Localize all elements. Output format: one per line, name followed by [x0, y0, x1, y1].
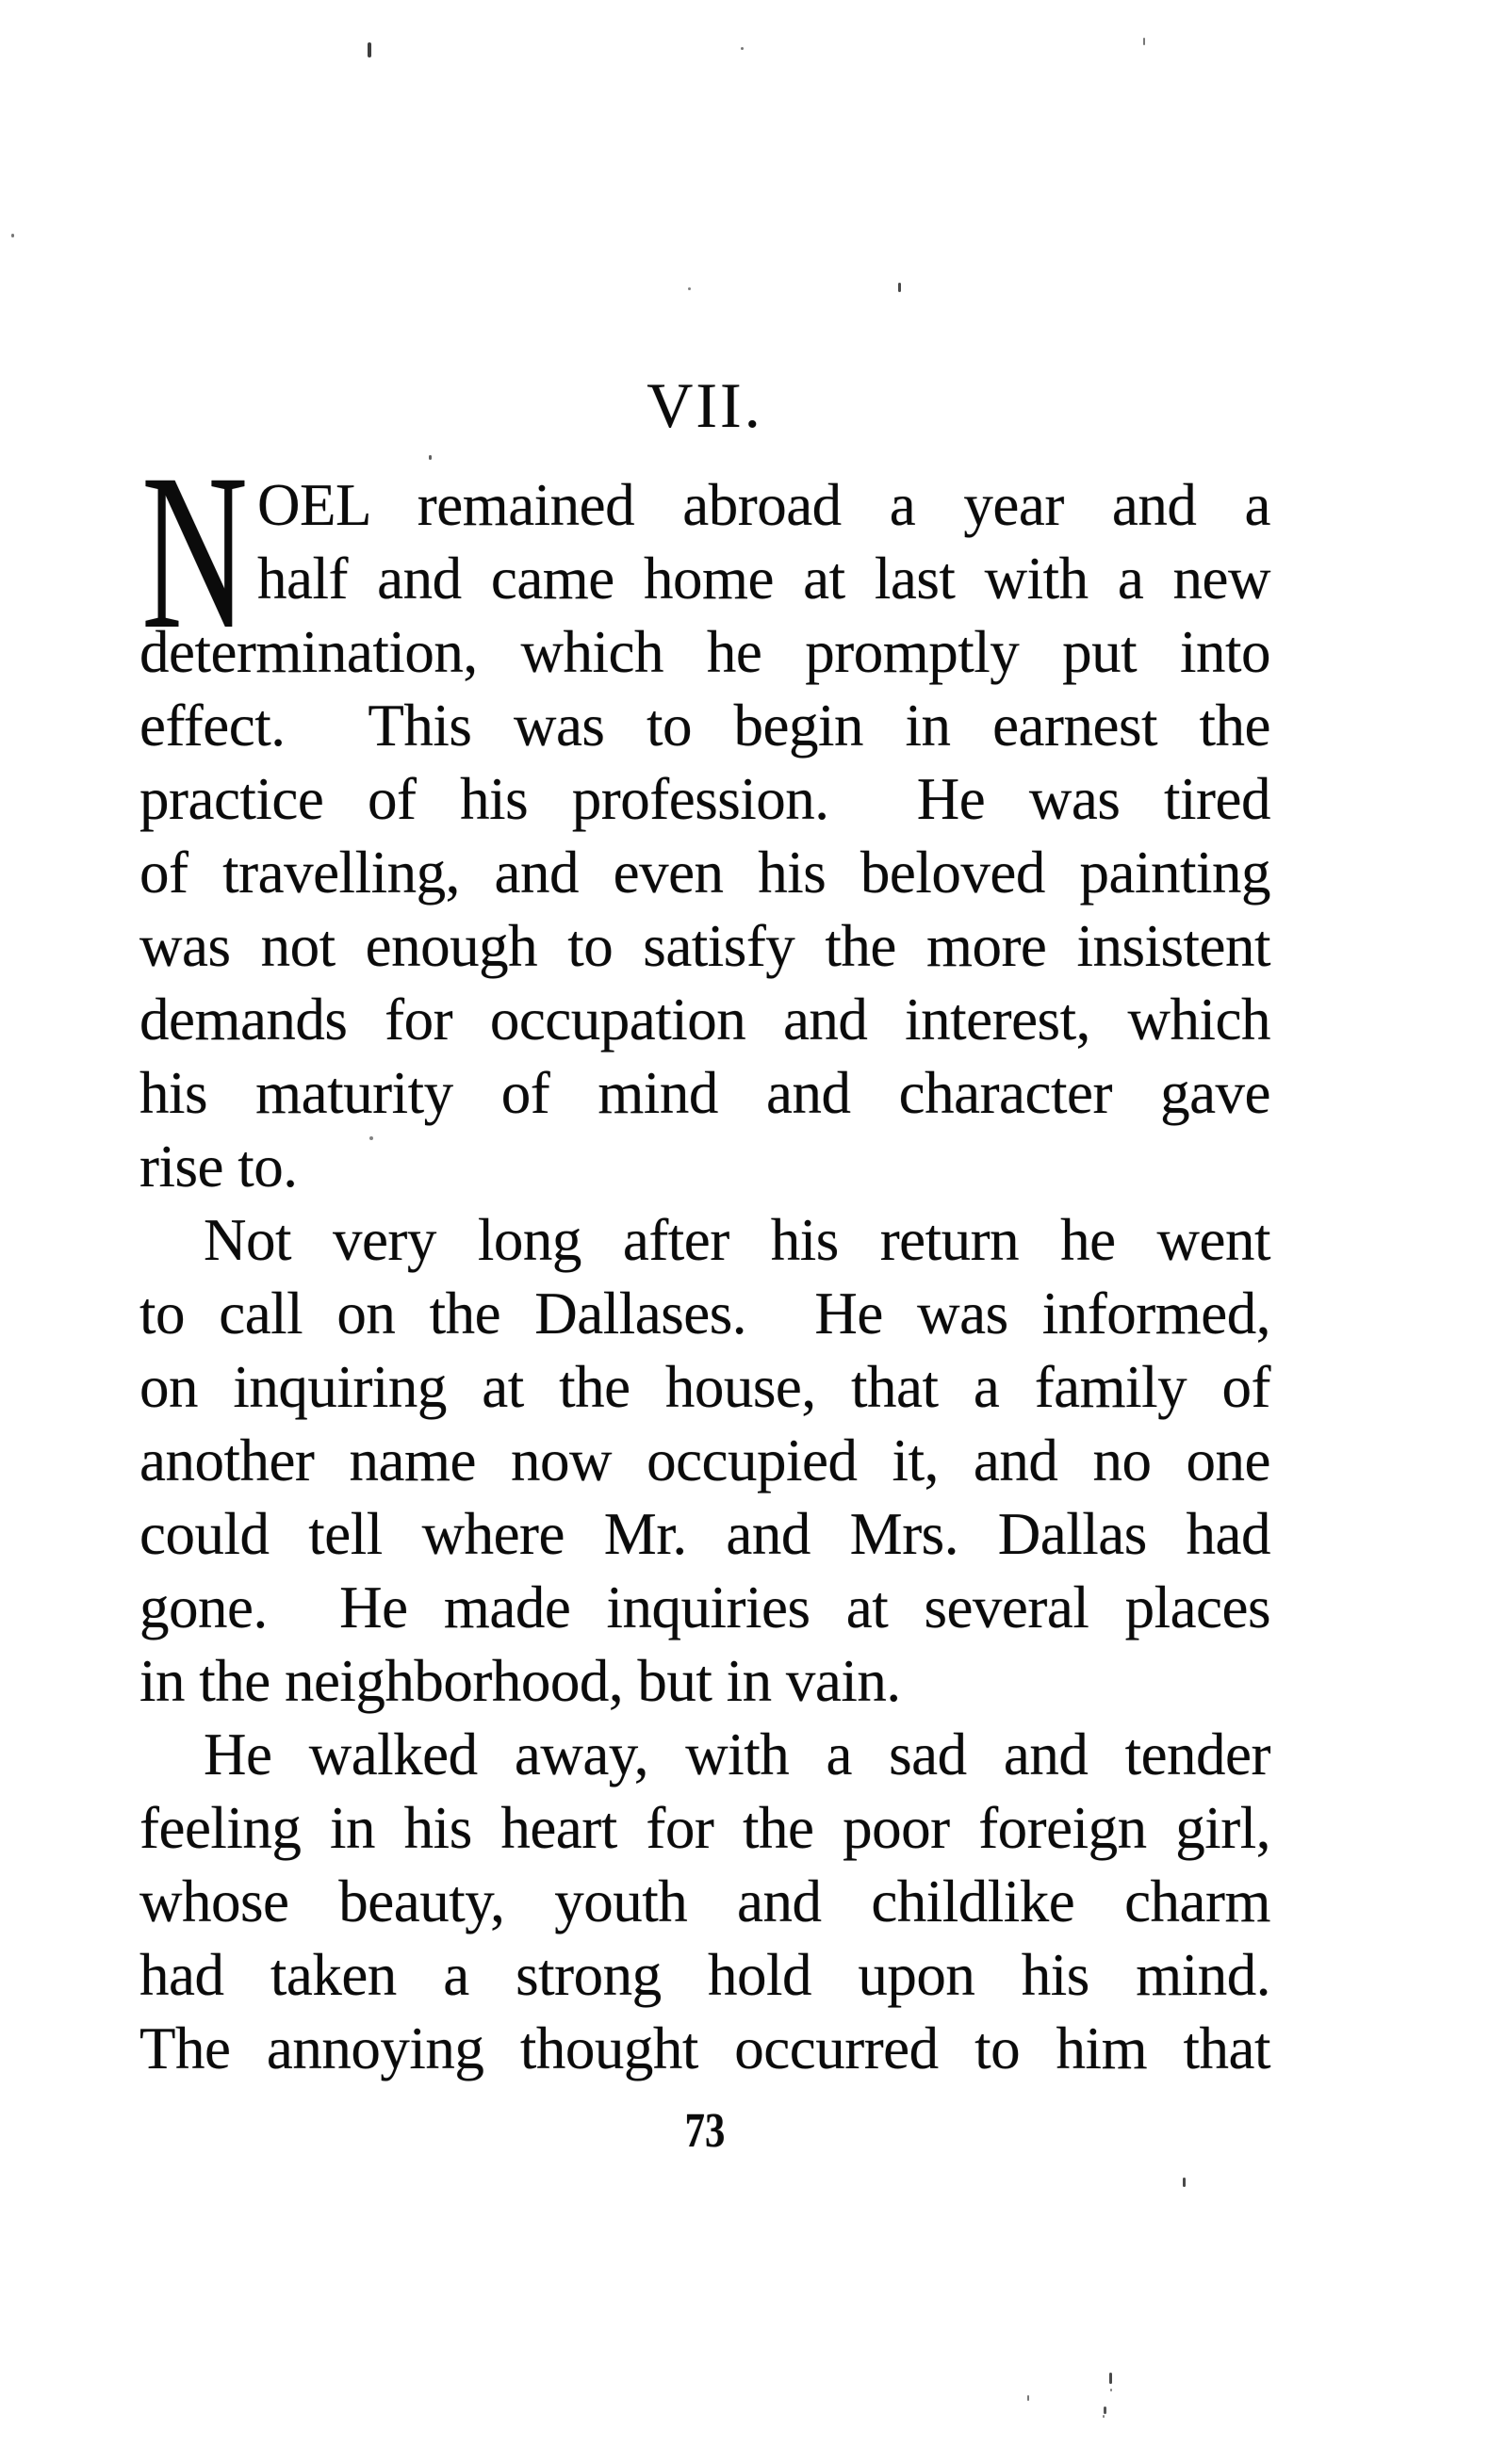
- chapter-heading: VII.: [647, 369, 763, 441]
- scan-speck: [688, 287, 691, 290]
- scan-speck: [369, 1136, 373, 1140]
- scan-speck: [1183, 2178, 1186, 2187]
- scan-speck: [368, 42, 371, 57]
- text-line: The annoying thought occurred to him that: [139, 2015, 1270, 2081]
- text-block: [139, 429, 1270, 2085]
- paragraph-1: [139, 429, 1270, 1203]
- scan-speck: [429, 455, 432, 460]
- text-line: another name now occupied it, and no one: [139, 1428, 1270, 1493]
- text-line: practice of his profession. He was tired: [139, 766, 1270, 832]
- text-line: gone. He made inquiries at several places: [139, 1575, 1270, 1640]
- text-line: demands for occupation and interest, which: [139, 987, 1270, 1053]
- page-number-value: 73: [684, 2104, 726, 2158]
- text-line: to call on the Dallases. He was informed,: [139, 1281, 1270, 1346]
- text-line: his maturity of mind and character gave: [139, 1060, 1270, 1126]
- text-line: on inquiring at the house, that a family of: [139, 1354, 1270, 1420]
- scan-speck: [1027, 2395, 1029, 2401]
- scan-speck: [1109, 2373, 1112, 2384]
- text-line: He walked away, with a sad and tender: [204, 1722, 1270, 1787]
- scan-speck: [11, 234, 14, 237]
- scan-speck: [1110, 2389, 1112, 2391]
- text-line: effect. This was to begin in earnest the: [139, 693, 1270, 759]
- drop-cap: [139, 429, 257, 676]
- text-line: OEL remained abroad a year and a: [257, 472, 1270, 538]
- text-line: rise to.: [139, 1134, 298, 1199]
- text-line: feeling in his heart for the poor foreign girl,: [139, 1795, 1270, 1861]
- text-line: could tell where Mr. and Mrs. Dallas had: [139, 1501, 1270, 1567]
- text-line: half and came home at last with a new: [257, 546, 1270, 612]
- paragraph-3: [139, 1718, 1270, 2085]
- text-line: of travelling, and even his beloved painting: [139, 840, 1270, 906]
- text-line: Not very long after his return he went: [204, 1207, 1270, 1273]
- scan-speck: [1103, 2415, 1105, 2418]
- page-number: [139, 2103, 1270, 2160]
- text-line: had taken a strong hold upon his mind.: [139, 1942, 1270, 2008]
- scan-speck: [741, 47, 744, 50]
- paragraph-2: [139, 1203, 1270, 1718]
- drop-cap-letter: N: [141, 429, 248, 676]
- text-line: in the neighborhood, but in vain.: [139, 1648, 901, 1714]
- text-line: whose beauty, youth and childlike charm: [139, 1868, 1270, 1934]
- scan-speck: [1143, 38, 1145, 45]
- scan-speck: [1104, 2407, 1106, 2414]
- text-line: determination, which he promptly put into: [139, 619, 1270, 685]
- text-line: was not enough to satisfy the more insistent: [139, 913, 1270, 979]
- scan-speck: [898, 283, 901, 292]
